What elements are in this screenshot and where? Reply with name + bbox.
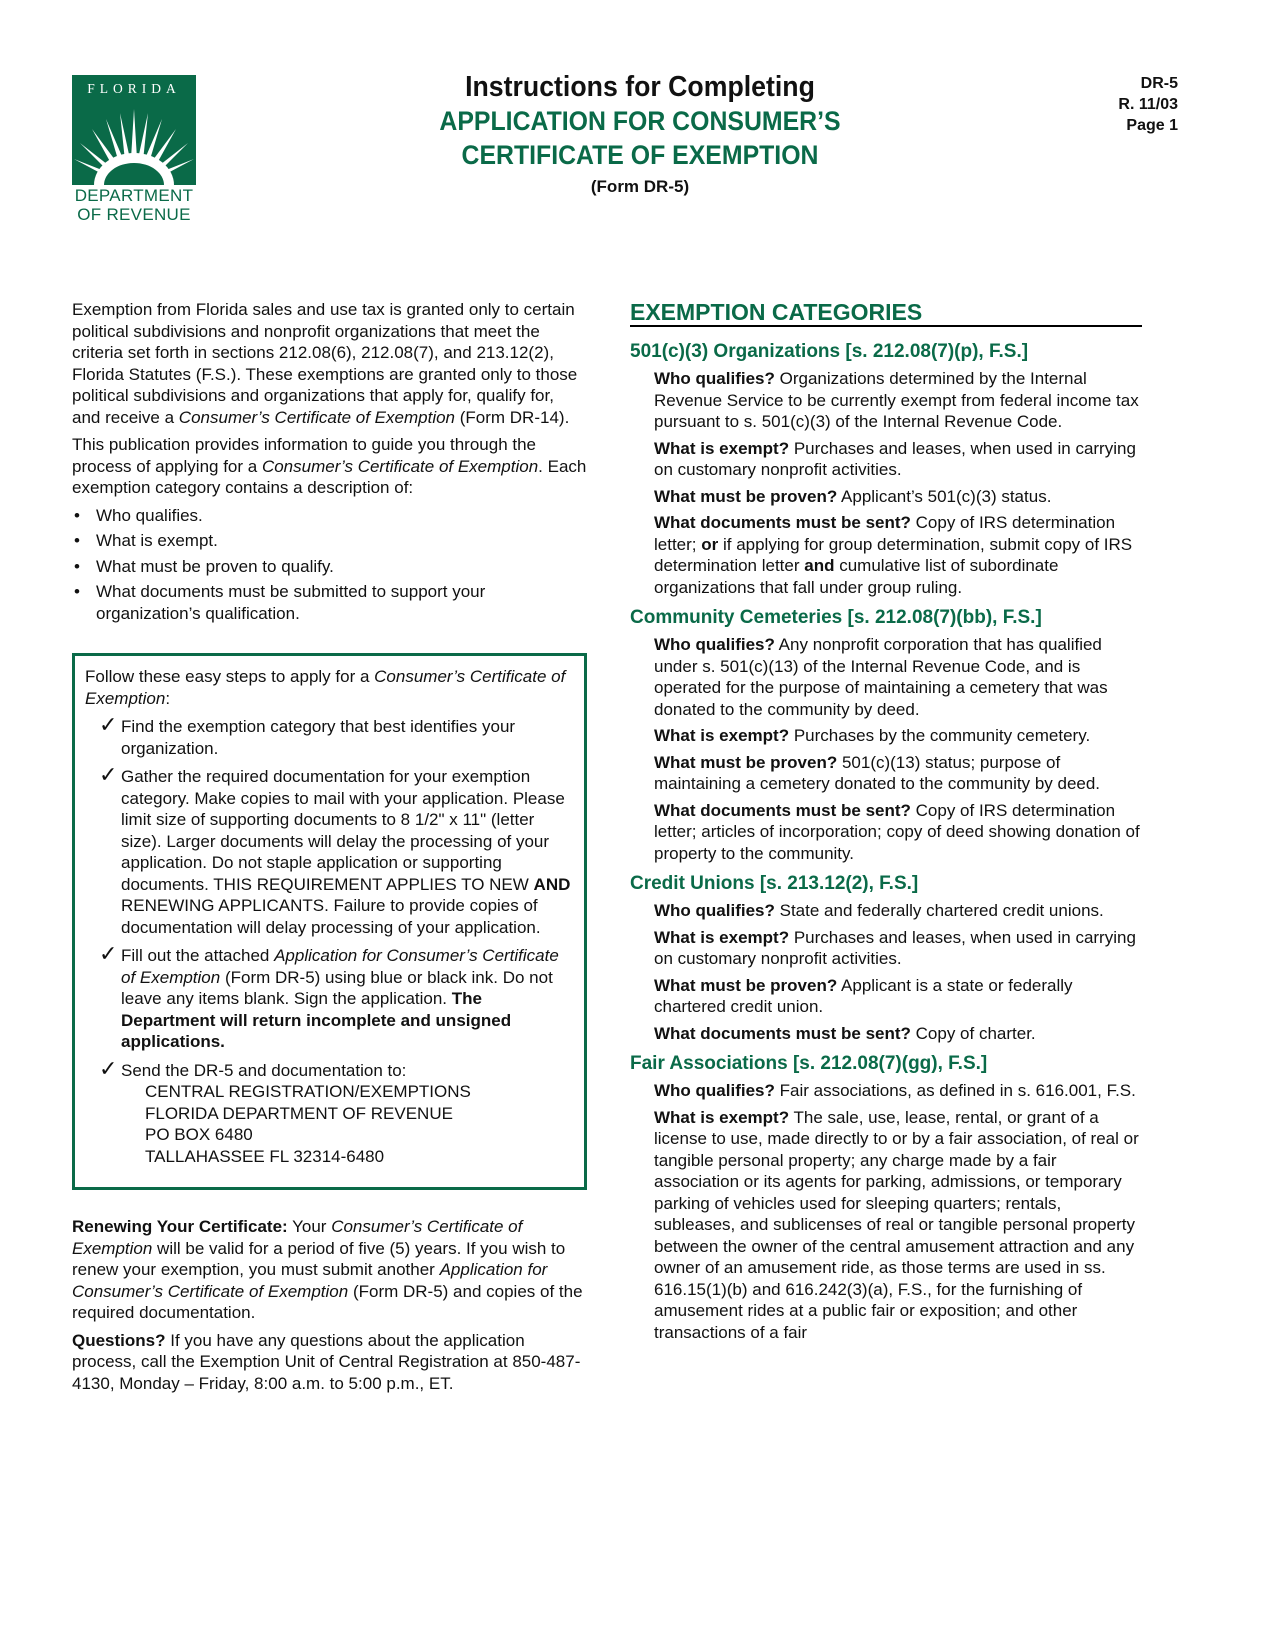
- label: Who qualifies?: [654, 901, 775, 920]
- intro-paragraph-1: [72, 299, 587, 428]
- text-italic: Application for Consumer’s Certificate of Exemption: [72, 1260, 548, 1301]
- text: Copy of charter.: [910, 1023, 1036, 1043]
- renewing-paragraph: [72, 1216, 587, 1324]
- what-must-be-proven: [654, 975, 1142, 1018]
- title-form-number: (Form DR-5): [590, 177, 690, 196]
- address-line: FLORIDA DEPARTMENT OF REVENUE: [145, 1103, 453, 1123]
- what-is-exempt: [654, 438, 1142, 481]
- category-title: Fair Associations [s. 212.08(7)(gg), F.S.]: [630, 1053, 988, 1074]
- label: What must be proven?: [654, 752, 838, 772]
- category-community-cemeteries: [630, 606, 1142, 864]
- text: Any nonprofit corporation that has qualified under s. 501(c)(13) of the Internal Revenue Code, and is operated for the purpose of maintaining a cemetery that was donated to the community by deed.: [654, 635, 1108, 719]
- label: Who qualifies?: [654, 1081, 775, 1100]
- bullet-text: Who qualifies.: [96, 505, 203, 525]
- category-body: [630, 900, 1142, 1044]
- what-is-exempt: [654, 1107, 1142, 1344]
- label: Who qualifies?: [654, 635, 775, 654]
- text-italic: Consumer’s Certificate of Exemption: [261, 456, 539, 476]
- form-revision: R. 11/03: [1118, 96, 1178, 113]
- step-text-bold: AND: [533, 874, 571, 894]
- bullet-icon: •: [74, 582, 80, 601]
- checkmark-icon: ✓: [99, 1055, 118, 1081]
- category-body: [630, 1080, 1142, 1343]
- address-line: CENTRAL REGISTRATION/EXEMPTIONS: [145, 1082, 471, 1101]
- what-is-exempt: [654, 927, 1142, 970]
- description-bullet-list: [72, 505, 587, 625]
- documents-to-send: [654, 1023, 1142, 1045]
- who-qualifies: [654, 1080, 1142, 1102]
- text: Your: [287, 1217, 332, 1236]
- text: will be valid for a period of five (5) years. If you wish to renew your exemption, you must submit another: [72, 1238, 566, 1279]
- right-column: [630, 299, 1142, 1348]
- text: Copy of IRS determination letter; articles of incorporation; copy of deed showing donation of property to the community.: [654, 800, 1140, 863]
- who-qualifies: [654, 368, 1142, 433]
- bullet-icon: •: [74, 531, 80, 550]
- page-number: Page 1: [1126, 117, 1178, 134]
- bullet-text: What must be proven to qualify.: [96, 556, 334, 576]
- documents-to-send: [654, 512, 1142, 598]
- sunburst-icon: [72, 97, 196, 185]
- text: Purchases by the community cemetery.: [789, 726, 1091, 745]
- title-line-instructions: Instructions for Completing: [465, 71, 815, 103]
- bullet-text: What documents must be submitted to support your organization’s qualification.: [96, 582, 486, 623]
- logo-dept-line2: OF REVENUE: [77, 205, 191, 224]
- step-text: (Form DR-5) using blue or black ink. Do not leave any items blank. Sign the application.: [121, 967, 553, 1008]
- what-must-be-proven: [654, 752, 1142, 795]
- steps-box: [72, 653, 587, 1190]
- logo-mark: [72, 75, 196, 185]
- bullet-item: [72, 556, 587, 578]
- step-find-category: [85, 712, 572, 759]
- left-column: [72, 299, 587, 1400]
- text-italic: Consumer’s Certificate of Exemption: [72, 1217, 523, 1258]
- step-gather-docs: [85, 762, 572, 938]
- category-title: 501(c)(3) Organizations [s. 212.08(7)(p), F.S.]: [630, 341, 1029, 362]
- title-line-application: APPLICATION FOR CONSUMER’S: [439, 106, 841, 136]
- bullet-icon: •: [74, 505, 80, 525]
- label: What documents must be sent?: [654, 1023, 911, 1043]
- category-fair-associations: [630, 1052, 1142, 1343]
- text-bold: and: [804, 556, 835, 575]
- label: What is exempt?: [654, 726, 790, 745]
- text: . Each exemption category contains a description of:: [72, 456, 587, 497]
- steps-intro: [85, 666, 572, 709]
- text: :: [165, 688, 171, 708]
- step-text: Fill out the attached: [121, 946, 275, 965]
- bullet-icon: •: [74, 556, 80, 576]
- bullet-text: What is exempt.: [96, 531, 218, 550]
- text: Applicant is a state or federally chartered credit union.: [654, 975, 1073, 1016]
- text: Applicant’s 501(c)(3) status.: [837, 486, 1052, 506]
- exemption-categories-heading: EXEMPTION CATEGORIES: [630, 299, 1142, 327]
- label: What is exempt?: [654, 927, 790, 947]
- who-qualifies: [654, 900, 1142, 922]
- what-is-exempt: [654, 725, 1142, 747]
- step-send: [85, 1055, 572, 1168]
- text: If you have any questions about the application process, call the Exemption Unit of Central Registration at 850-487-4130, Monday – Friday, 8:00 a.m. to 5:00 p.m., ET.: [72, 1330, 581, 1393]
- text: Purchases and leases, when used in carrying on customary nonprofit activities.: [654, 438, 1136, 479]
- address-line: PO BOX 6480: [145, 1125, 253, 1144]
- label: What is exempt?: [654, 1107, 790, 1127]
- step-text: Gather the required documentation for your exemption category. Make copies to mail with your application. Please limit size of supporting documents to 8 1/2" x 11" (letter size). Larger documents will delay the processing of your application. Do not staple application or supporting documents. THIS REQUIREMENT APPLIES TO NEW: [121, 767, 565, 894]
- bullet-item: [72, 505, 587, 527]
- label: What must be proven?: [654, 975, 838, 995]
- text: if applying for group determination, submit copy of IRS determination letter: [654, 534, 1133, 575]
- renewing-label: Renewing Your Certificate:: [72, 1217, 288, 1236]
- label: What documents must be sent?: [654, 513, 911, 532]
- text-bold: or: [701, 534, 719, 554]
- document-title: [380, 70, 900, 200]
- text: Fair associations, as defined in s. 616.001, F.S.: [774, 1081, 1136, 1100]
- category-501c3: [630, 340, 1142, 598]
- text-italic: Consumer’s Certificate of Exemption: [178, 407, 456, 427]
- intro-paragraph-2: [72, 434, 587, 499]
- category-body: [630, 634, 1142, 864]
- text-italic: Consumer’s Certificate of Exemption: [85, 667, 566, 708]
- checkmark-icon: ✓: [99, 762, 118, 787]
- questions-paragraph: [72, 1330, 587, 1395]
- bullet-item: [72, 581, 587, 624]
- step-text: Send the DR-5 and documentation to:: [121, 1060, 407, 1080]
- text: This publication provides information to guide you through the process of applying for a: [72, 435, 537, 476]
- documents-to-send: [654, 800, 1142, 865]
- title-line-certificate: CERTIFICATE OF EXEMPTION: [461, 140, 819, 170]
- logo-dept-line1: DEPARTMENT: [74, 186, 194, 205]
- text: 501(c)(13) status; purpose of maintaining a cemetery donated to the community by deed.: [654, 752, 1101, 793]
- step-text: RENEWING APPLICANTS. Failure to provide copies of documentation will delay processing of your application.: [121, 896, 541, 937]
- text: Exemption from Florida sales and use tax is granted only to certain political subdivisions and nonprofit organizations that meet the criteria set forth in sections 212.08(6), 212.08(7), and 213.12(2), Florida Statutes (F.S.). These exemptions are granted only to those political subdivisions and organizations that apply for, qualify for, and receive a: [72, 300, 578, 427]
- text: Follow these easy steps to apply for a: [85, 667, 375, 686]
- logo-florida-text: FLORIDA: [87, 81, 181, 96]
- florida-dor-logo: [72, 75, 196, 223]
- text: The sale, use, lease, rental, or grant of a license to use, made directly to or by a fair association, of real or tangible personal property; any charge made by a fair association or its agents for parking, admissions, or temporary parking of vehicles used for sleeping quarters; rentals, subleases, and sublicenses of real or tangible personal property between the owner of the central amusement attraction and any owner of an amusement ride, as those terms are used in ss. 616.15(1)(b) and 616.242(3)(a), F.S., for the furnishing of amusement rides at a public fair or exposition; and other transactions of a fair: [654, 1107, 1139, 1342]
- questions-label: Questions?: [72, 1330, 166, 1350]
- label: What is exempt?: [654, 438, 790, 458]
- text: (Form DR-5) and copies of the required documentation.: [72, 1281, 583, 1322]
- label: What must be proven?: [654, 486, 838, 506]
- who-qualifies: [654, 634, 1142, 720]
- step-text: Find the exemption category that best identifies your organization.: [121, 717, 516, 758]
- text: cumulative list of subordinate organizations that fall under group ruling.: [654, 556, 1059, 597]
- category-title: Community Cemeteries [s. 212.08(7)(bb), F.S.]: [630, 607, 1042, 628]
- text: Copy of IRS determination letter;: [654, 513, 1116, 554]
- category-body: [630, 368, 1142, 598]
- bullet-item: [72, 530, 587, 552]
- form-id: DR-5: [1140, 75, 1178, 92]
- step-text-bold: The Department will return incomplete and unsigned applications.: [121, 989, 512, 1051]
- label: What documents must be sent?: [654, 800, 911, 820]
- label: Who qualifies?: [654, 369, 775, 388]
- text: (Form DR-14).: [455, 407, 570, 427]
- checkmark-icon: ✓: [99, 712, 118, 737]
- form-reference: [1118, 73, 1178, 136]
- category-title: Credit Unions [s. 213.12(2), F.S.]: [630, 873, 919, 894]
- checkmark-icon: ✓: [99, 941, 118, 966]
- text: Organizations determined by the Internal Revenue Service to be currently exempt from federal income tax pursuant to s. 501(c)(3) of the Internal Revenue Code.: [654, 369, 1139, 431]
- step-fill-out: [85, 941, 572, 1053]
- category-credit-unions: [630, 872, 1142, 1044]
- text: State and federally chartered credit unions.: [774, 901, 1104, 920]
- step-text-italic: Application for Consumer’s Certificate of Exemption: [121, 946, 559, 987]
- what-must-be-proven: [654, 486, 1142, 508]
- text: Purchases and leases, when used in carrying on customary nonprofit activities.: [654, 927, 1136, 968]
- mailing-address: [121, 1081, 572, 1167]
- address-line: TALLAHASSEE FL 32314-6480: [145, 1146, 385, 1166]
